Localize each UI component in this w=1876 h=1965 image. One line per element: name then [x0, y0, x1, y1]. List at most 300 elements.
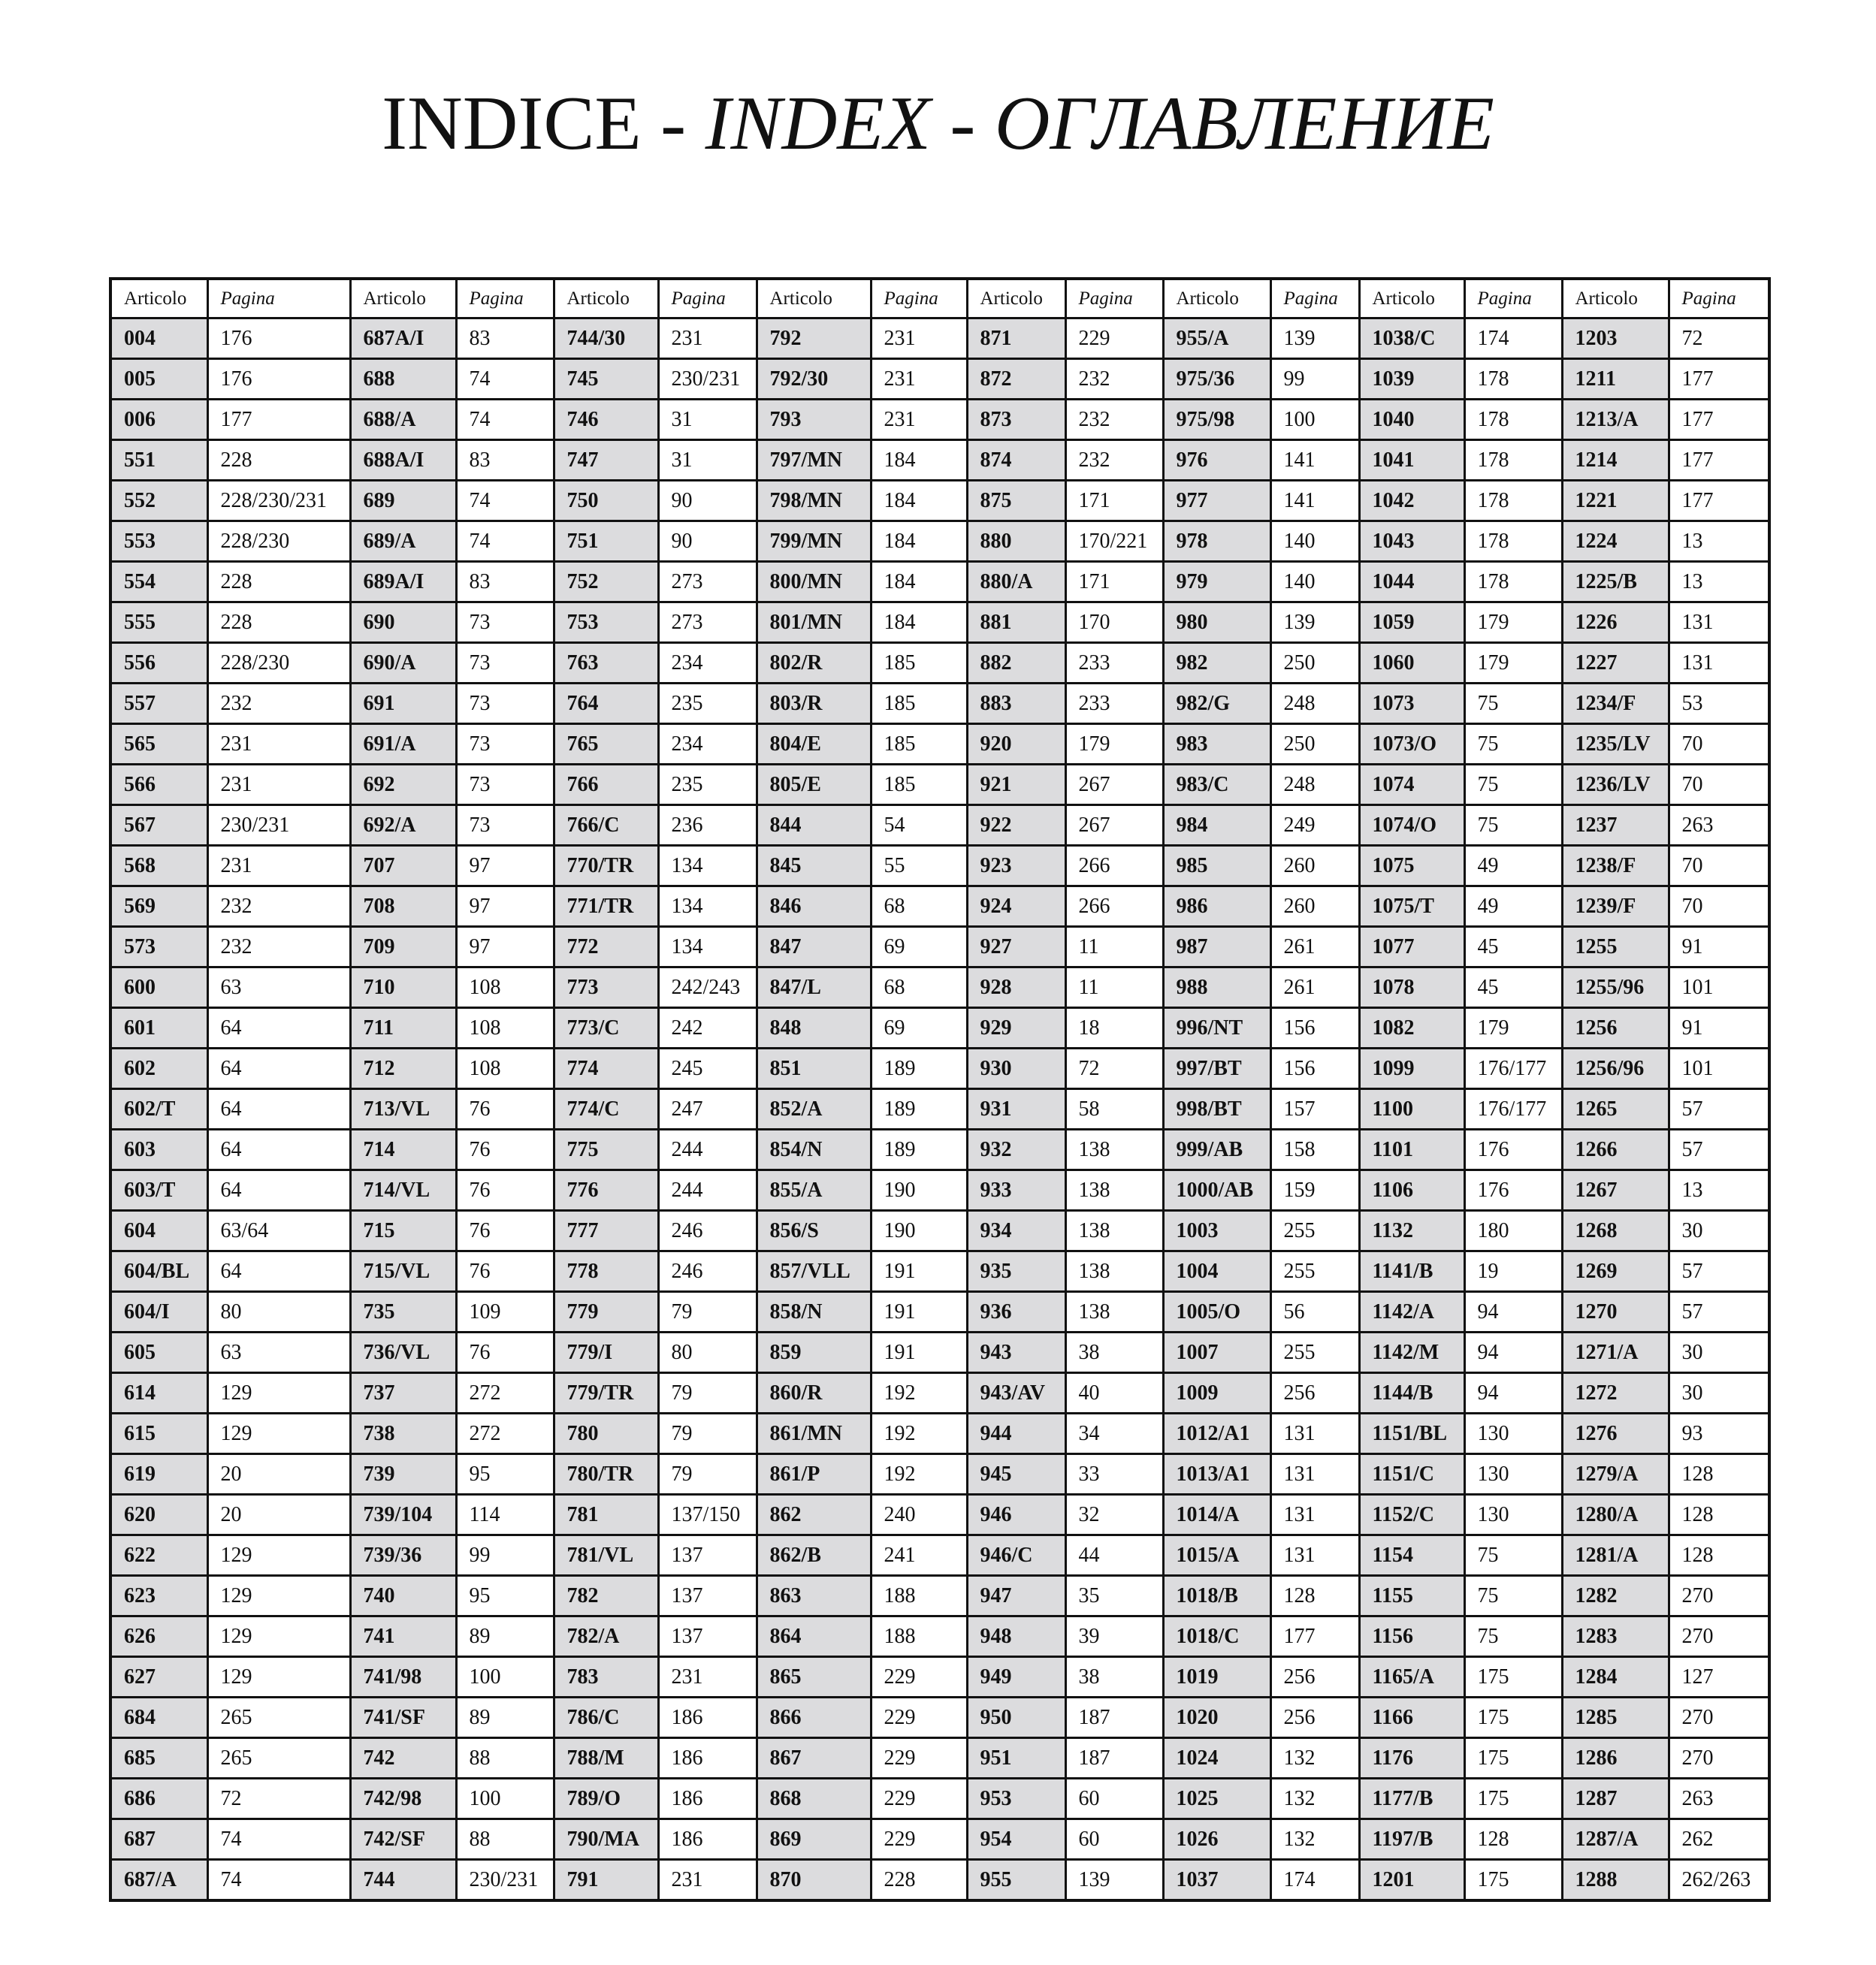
article-code: 934 [967, 1211, 1065, 1251]
article-code: 868 [757, 1779, 871, 1819]
article-code: 986 [1163, 886, 1270, 927]
article-code: 552 [110, 481, 207, 521]
article-code: 605 [110, 1333, 207, 1373]
page-number: 69 [871, 1008, 967, 1049]
page-number: 179 [1464, 643, 1562, 684]
page-number: 90 [658, 521, 757, 562]
header-row [110, 279, 1769, 318]
page-number: 76 [456, 1333, 554, 1373]
article-code: 742/98 [350, 1779, 456, 1819]
page-number: 32 [1065, 1495, 1163, 1535]
article-code: 929 [967, 1008, 1065, 1049]
article-code: 745 [554, 359, 658, 400]
page-number: 178 [1464, 481, 1562, 521]
article-code: 777 [554, 1211, 658, 1251]
article-code: 1282 [1562, 1576, 1669, 1616]
page-number: 64 [207, 1049, 350, 1089]
article-code: 604/I [110, 1292, 207, 1333]
article-code: 946 [967, 1495, 1065, 1535]
article-code: 744 [350, 1860, 456, 1901]
article-code: 715 [350, 1211, 456, 1251]
article-code: 708 [350, 886, 456, 927]
article-code: 872 [967, 359, 1065, 400]
article-code: 714 [350, 1130, 456, 1170]
article-code: 1039 [1359, 359, 1464, 400]
page-number: 99 [1270, 359, 1359, 400]
page-number: 228/230 [207, 643, 350, 684]
article-code: 685 [110, 1738, 207, 1779]
article-code: 772 [554, 927, 658, 967]
page-number: 177 [1669, 400, 1769, 440]
article-code: 980 [1163, 602, 1270, 643]
page-number: 236 [658, 805, 757, 846]
page-number: 75 [1464, 805, 1562, 846]
article-code: 688 [350, 359, 456, 400]
page-number: 83 [456, 440, 554, 481]
article-code: 997/BT [1163, 1049, 1270, 1089]
header-article: Articolo [967, 279, 1065, 318]
page-number: 83 [456, 318, 554, 359]
article-code: 1041 [1359, 440, 1464, 481]
article-code: 951 [967, 1738, 1065, 1779]
page-number: 270 [1669, 1576, 1769, 1616]
article-code: 855/A [757, 1170, 871, 1211]
article-code: 1281/A [1562, 1535, 1669, 1576]
page-number: 75 [1464, 765, 1562, 805]
article-code: 766 [554, 765, 658, 805]
page-number: 178 [1464, 400, 1562, 440]
page-number: 265 [207, 1698, 350, 1738]
page-number: 33 [1065, 1454, 1163, 1495]
article-code: 1060 [1359, 643, 1464, 684]
article-code: 875 [967, 481, 1065, 521]
table-row [110, 602, 1769, 643]
article-code: 978 [1163, 521, 1270, 562]
article-code: 920 [967, 724, 1065, 765]
page-number: 13 [1669, 521, 1769, 562]
page-number: 232 [207, 684, 350, 724]
page-number: 134 [658, 927, 757, 967]
table-row [110, 1495, 1769, 1535]
page-number: 255 [1270, 1251, 1359, 1292]
page-number: 74 [456, 521, 554, 562]
article-code: 847/L [757, 967, 871, 1008]
article-code: 740 [350, 1576, 456, 1616]
article-code: 752 [554, 562, 658, 602]
page-number: 191 [871, 1251, 967, 1292]
header-page: Pagina [207, 279, 350, 318]
table-body [110, 318, 1769, 1901]
page-number: 176/177 [1464, 1089, 1562, 1130]
article-code: 689/A [350, 521, 456, 562]
page-number: 255 [1270, 1211, 1359, 1251]
page-number: 177 [1669, 359, 1769, 400]
article-code: 1225/B [1562, 562, 1669, 602]
article-code: 847 [757, 927, 871, 967]
article-code: 690 [350, 602, 456, 643]
page-number: 230/231 [658, 359, 757, 400]
page-number: 179 [1065, 724, 1163, 765]
article-code: 774 [554, 1049, 658, 1089]
article-code: 854/N [757, 1130, 871, 1170]
page-number: 140 [1270, 521, 1359, 562]
page-number: 228 [207, 562, 350, 602]
page-number: 228 [871, 1860, 967, 1901]
page-number: 233 [1065, 684, 1163, 724]
page-number: 140 [1270, 562, 1359, 602]
header-article: Articolo [1562, 279, 1669, 318]
page-number: 244 [658, 1170, 757, 1211]
article-code: 943/AV [967, 1373, 1065, 1414]
article-code: 780/TR [554, 1454, 658, 1495]
page-number: 232 [1065, 359, 1163, 400]
page-number: 137 [658, 1616, 757, 1657]
page-number: 108 [456, 1008, 554, 1049]
article-code: 1203 [1562, 318, 1669, 359]
article-code: 804/E [757, 724, 871, 765]
article-code: 792/30 [757, 359, 871, 400]
page-number: 88 [456, 1738, 554, 1779]
page-number: 138 [1065, 1130, 1163, 1170]
page-number: 262/263 [1669, 1860, 1769, 1901]
article-code: 692 [350, 765, 456, 805]
page-number: 129 [207, 1657, 350, 1698]
table-row [110, 643, 1769, 684]
article-code: 615 [110, 1414, 207, 1454]
page-number: 38 [1065, 1333, 1163, 1373]
article-code: 869 [757, 1819, 871, 1860]
article-code: 764 [554, 684, 658, 724]
article-code: 741/SF [350, 1698, 456, 1738]
article-code: 1286 [1562, 1738, 1669, 1779]
article-code: 1019 [1163, 1657, 1270, 1698]
article-code: 573 [110, 927, 207, 967]
page-number: 72 [1669, 318, 1769, 359]
page-number: 137 [658, 1576, 757, 1616]
article-code: 765 [554, 724, 658, 765]
page-number: 30 [1669, 1333, 1769, 1373]
page-number: 13 [1669, 562, 1769, 602]
article-code: 1003 [1163, 1211, 1270, 1251]
table-row [110, 684, 1769, 724]
article-code: 604/BL [110, 1251, 207, 1292]
article-code: 999/AB [1163, 1130, 1270, 1170]
page-number: 129 [207, 1616, 350, 1657]
article-code: 1018/B [1163, 1576, 1270, 1616]
article-code: 742/SF [350, 1819, 456, 1860]
page-number: 97 [456, 886, 554, 927]
page-number: 138 [1065, 1170, 1163, 1211]
page-number: 94 [1464, 1292, 1562, 1333]
page-number: 75 [1464, 1616, 1562, 1657]
article-code: 1227 [1562, 643, 1669, 684]
article-code: 982/G [1163, 684, 1270, 724]
article-code: 846 [757, 886, 871, 927]
article-code: 1269 [1562, 1251, 1669, 1292]
table-row [110, 359, 1769, 400]
article-code: 1004 [1163, 1251, 1270, 1292]
article-code: 622 [110, 1535, 207, 1576]
article-code: 1037 [1163, 1860, 1270, 1901]
page-number: 185 [871, 724, 967, 765]
page-number: 190 [871, 1211, 967, 1251]
article-code: 860/R [757, 1373, 871, 1414]
article-code: 1224 [1562, 521, 1669, 562]
article-code: 004 [110, 318, 207, 359]
article-code: 931 [967, 1089, 1065, 1130]
page-number: 256 [1270, 1698, 1359, 1738]
article-code: 551 [110, 440, 207, 481]
page-number: 129 [207, 1373, 350, 1414]
page-number: 91 [1669, 927, 1769, 967]
article-code: 799/MN [757, 521, 871, 562]
article-code: 710 [350, 967, 456, 1008]
page-number: 175 [1464, 1698, 1562, 1738]
article-code: 851 [757, 1049, 871, 1089]
article-code: 1078 [1359, 967, 1464, 1008]
article-code: 805/E [757, 765, 871, 805]
page-number: 250 [1270, 643, 1359, 684]
article-code: 1077 [1359, 927, 1464, 967]
page-number: 261 [1270, 927, 1359, 967]
article-code: 781 [554, 1495, 658, 1535]
article-code: 774/C [554, 1089, 658, 1130]
page-number: 255 [1270, 1333, 1359, 1373]
article-code: 555 [110, 602, 207, 643]
article-code: 1156 [1359, 1616, 1464, 1657]
article-code: 975/36 [1163, 359, 1270, 400]
article-code: 602/T [110, 1089, 207, 1130]
page-number: 138 [1065, 1251, 1163, 1292]
page-number: 70 [1669, 765, 1769, 805]
page-number: 228/230/231 [207, 481, 350, 521]
page-number: 231 [207, 765, 350, 805]
article-code: 927 [967, 927, 1065, 967]
header-page: Pagina [871, 279, 967, 318]
article-code: 776 [554, 1170, 658, 1211]
page-number: 178 [1464, 440, 1562, 481]
page-number: 235 [658, 684, 757, 724]
article-code: 985 [1163, 846, 1270, 886]
page-number: 242/243 [658, 967, 757, 1008]
article-code: 856/S [757, 1211, 871, 1251]
article-code: 880 [967, 521, 1065, 562]
page-number: 186 [658, 1779, 757, 1819]
page-number: 229 [871, 1698, 967, 1738]
page-number: 45 [1464, 927, 1562, 967]
page-number: 83 [456, 562, 554, 602]
title-part-1: INDICE - [382, 81, 705, 166]
page-number: 185 [871, 643, 967, 684]
article-code: 1014/A [1163, 1495, 1270, 1535]
page-number: 189 [871, 1130, 967, 1170]
article-code: 1018/C [1163, 1616, 1270, 1657]
article-code: 714/VL [350, 1170, 456, 1211]
article-code: 753 [554, 602, 658, 643]
article-code: 770/TR [554, 846, 658, 886]
page-number: 179 [1464, 1008, 1562, 1049]
page-number: 11 [1065, 927, 1163, 967]
page-number: 74 [207, 1819, 350, 1860]
page-number: 184 [871, 602, 967, 643]
article-code: 803/R [757, 684, 871, 724]
article-code: 741/98 [350, 1657, 456, 1698]
page-number: 234 [658, 643, 757, 684]
page-number: 190 [871, 1170, 967, 1211]
page-number: 131 [1669, 643, 1769, 684]
page-number: 80 [658, 1333, 757, 1373]
article-code: 943 [967, 1333, 1065, 1373]
page-number: 158 [1270, 1130, 1359, 1170]
article-code: 1276 [1562, 1414, 1669, 1454]
article-code: 686 [110, 1779, 207, 1819]
page-number: 232 [207, 886, 350, 927]
page-number: 134 [658, 846, 757, 886]
table-row [110, 1698, 1769, 1738]
page-number: 75 [1464, 1576, 1562, 1616]
article-code: 627 [110, 1657, 207, 1698]
page-number: 68 [871, 967, 967, 1008]
article-code: 1268 [1562, 1211, 1669, 1251]
page-number: 250 [1270, 724, 1359, 765]
page-number: 266 [1065, 846, 1163, 886]
page-number: 100 [456, 1657, 554, 1698]
article-code: 793 [757, 400, 871, 440]
page-number: 228 [207, 440, 350, 481]
page-number: 265 [207, 1738, 350, 1779]
page-number: 263 [1669, 805, 1769, 846]
article-code: 1166 [1359, 1698, 1464, 1738]
article-code: 688A/I [350, 440, 456, 481]
page-number: 256 [1270, 1373, 1359, 1414]
page-number: 187 [1065, 1698, 1163, 1738]
article-code: 857/VLL [757, 1251, 871, 1292]
article-code: 863 [757, 1576, 871, 1616]
page-number: 178 [1464, 359, 1562, 400]
page-number: 79 [658, 1292, 757, 1333]
header-article: Articolo [350, 279, 456, 318]
article-code: 620 [110, 1495, 207, 1535]
article-code: 1236/LV [1562, 765, 1669, 805]
page-number: 270 [1669, 1616, 1769, 1657]
page-number: 171 [1065, 481, 1163, 521]
table-row [110, 1373, 1769, 1414]
page-number: 57 [1669, 1251, 1769, 1292]
article-code: 988 [1163, 967, 1270, 1008]
page-number: 130 [1464, 1414, 1562, 1454]
page-number: 270 [1669, 1698, 1769, 1738]
page-number: 131 [1270, 1495, 1359, 1535]
page-number: 192 [871, 1414, 967, 1454]
page-number: 72 [207, 1779, 350, 1819]
article-code: 788/M [554, 1738, 658, 1779]
article-code: 1288 [1562, 1860, 1669, 1901]
page-number: 69 [871, 927, 967, 967]
article-code: 1267 [1562, 1170, 1669, 1211]
article-code: 778 [554, 1251, 658, 1292]
page-number: 229 [871, 1738, 967, 1779]
article-code: 1101 [1359, 1130, 1464, 1170]
article-code: 713/VL [350, 1089, 456, 1130]
article-code: 922 [967, 805, 1065, 846]
article-code: 771/TR [554, 886, 658, 927]
article-code: 1144/B [1359, 1373, 1464, 1414]
article-code: 779/I [554, 1333, 658, 1373]
article-code: 688/A [350, 400, 456, 440]
article-code: 865 [757, 1657, 871, 1698]
table-row [110, 1576, 1769, 1616]
page-number: 70 [1669, 724, 1769, 765]
page-number: 35 [1065, 1576, 1163, 1616]
article-code: 861/P [757, 1454, 871, 1495]
page-number: 231 [871, 400, 967, 440]
article-code: 1154 [1359, 1535, 1464, 1576]
table-row [110, 1089, 1769, 1130]
page-number: 260 [1270, 846, 1359, 886]
article-code: 883 [967, 684, 1065, 724]
page-number: 127 [1669, 1657, 1769, 1698]
article-code: 871 [967, 318, 1065, 359]
page-number: 263 [1669, 1779, 1769, 1819]
page-number: 53 [1669, 684, 1769, 724]
page-number: 64 [207, 1130, 350, 1170]
page-number: 229 [871, 1779, 967, 1819]
header-page: Pagina [658, 279, 757, 318]
page-number: 260 [1270, 886, 1359, 927]
article-code: 955 [967, 1860, 1065, 1901]
article-code: 983/C [1163, 765, 1270, 805]
article-code: 1142/A [1359, 1292, 1464, 1333]
article-code: 944 [967, 1414, 1065, 1454]
article-code: 880/A [967, 562, 1065, 602]
page-number: 192 [871, 1373, 967, 1414]
page-number: 74 [207, 1860, 350, 1901]
page-number: 76 [456, 1211, 554, 1251]
page-number: 109 [456, 1292, 554, 1333]
article-code: 1265 [1562, 1089, 1669, 1130]
article-code: 1024 [1163, 1738, 1270, 1779]
page-number: 184 [871, 521, 967, 562]
page-number: 138 [1065, 1292, 1163, 1333]
page-number: 13 [1669, 1170, 1769, 1211]
article-code: 949 [967, 1657, 1065, 1698]
page-number: 231 [207, 724, 350, 765]
page-number: 130 [1464, 1495, 1562, 1535]
page-number: 247 [658, 1089, 757, 1130]
page-number: 272 [456, 1414, 554, 1454]
page-number: 131 [1270, 1414, 1359, 1454]
article-code: 1042 [1359, 481, 1464, 521]
page-number: 56 [1270, 1292, 1359, 1333]
article-code: 1221 [1562, 481, 1669, 521]
article-code: 858/N [757, 1292, 871, 1333]
page-number: 129 [207, 1414, 350, 1454]
page-number: 256 [1270, 1657, 1359, 1698]
article-code: 1213/A [1562, 400, 1669, 440]
article-code: 737 [350, 1373, 456, 1414]
page-number: 19 [1464, 1251, 1562, 1292]
article-code: 852/A [757, 1089, 871, 1130]
article-code: 744/30 [554, 318, 658, 359]
page-number: 177 [1669, 481, 1769, 521]
table-row [110, 440, 1769, 481]
article-code: 928 [967, 967, 1065, 1008]
table-row [110, 1616, 1769, 1657]
page-number: 97 [456, 846, 554, 886]
page-number: 60 [1065, 1819, 1163, 1860]
article-code: 1270 [1562, 1292, 1669, 1333]
page-number: 31 [658, 440, 757, 481]
